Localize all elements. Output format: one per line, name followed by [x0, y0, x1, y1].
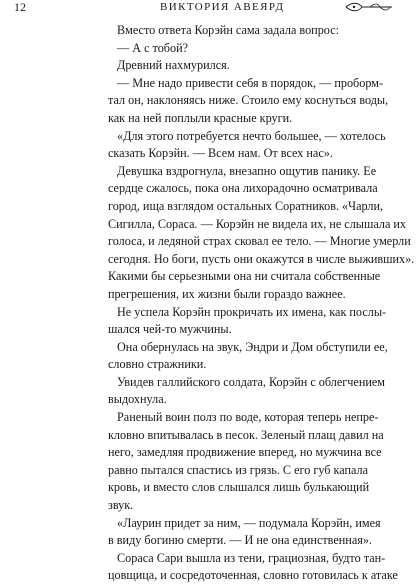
text-line: шался чей-то мужчины. [108, 322, 232, 337]
text-line: Какими бы серьезными она ни считала собственные [108, 269, 381, 284]
text-line: как на ней поплыли красные круги. [108, 110, 293, 125]
text-line: сердце сжалось, пока она лихорадочно осматривала [108, 181, 378, 196]
text-line: Сигилла, Сораса. — Корэйн не видела их, не слышала их [108, 216, 407, 231]
text-line: словно стражники. [108, 357, 207, 372]
text-line: — Мне надо привести себя в порядок, — проборм- [117, 75, 384, 90]
page-number: 12 [14, 0, 26, 14]
text-line: Она обернулась на звук, Эндри и Дом обступили ее, [117, 339, 388, 354]
text-line: «Лаурин придет за ним, — подумала Корэйн, имея [117, 515, 381, 530]
text-line: кловно впитывалась в песок. Зеленый плащ давил на [108, 427, 384, 442]
text-line: — А с тобой? [117, 40, 189, 55]
text-line: тал он, наклоняясь ниже. Стоило ему коснуться воды, [108, 93, 389, 108]
text-line: цовщица, и сосредоточенная, словно готовилась к атаке [108, 568, 398, 583]
text-line: прегрешения, их жизни были гораздо важнее. [108, 286, 346, 301]
running-title: ВИКТОРИЯ АВЕЯРД [160, 1, 285, 13]
text-line: звук. [108, 498, 134, 513]
text-line: Древний нахмурился. [117, 58, 230, 73]
text-line: голоса, и ледяной страх сковал ее тело. — Многие умерли [108, 234, 411, 249]
text-line: сказать Корэйн. — Всем нам. От всех нас». [108, 146, 333, 161]
text-line: равно пытался спастись из грязь. С его губ капала [108, 462, 369, 477]
ornament-flourish-icon [344, 1, 394, 13]
text-line: Не успела Корэйн прокричать их имена, как послы- [117, 304, 387, 319]
text-line: сегодня. Но боги, пусть они окажутся в числе выживших». [108, 251, 415, 266]
text-line: город, ища взглядом остальных Соратников. «Чарли, [108, 198, 384, 213]
text-line: выдохнула. [108, 392, 167, 407]
text-line: Девушка вздрогнула, внезапно ощутив панику. Ее [117, 163, 377, 178]
text-line: Вместо ответа Корэйн сама задала вопрос: [117, 23, 339, 37]
text-line: Раненый воин полз по воде, которая теперь непре- [117, 410, 379, 425]
text-line: него, замедляя продвижение вперед, но мужчина все [108, 445, 382, 460]
text-line: Увидев галлийского солдата, Корэйн с облегчением [117, 374, 385, 389]
text-line: «Для этого потребуется нечто большее, — хотелось [117, 128, 386, 143]
text-line: кровь, и вместо слов слышался лишь булькающий [108, 480, 370, 495]
text-line: в виду богиню смерти. — И не она единственная». [108, 533, 372, 548]
body-text [108, 22, 415, 585]
text-line: Сораса Сари вышла из тени, грациозная, будто тан- [117, 550, 386, 565]
